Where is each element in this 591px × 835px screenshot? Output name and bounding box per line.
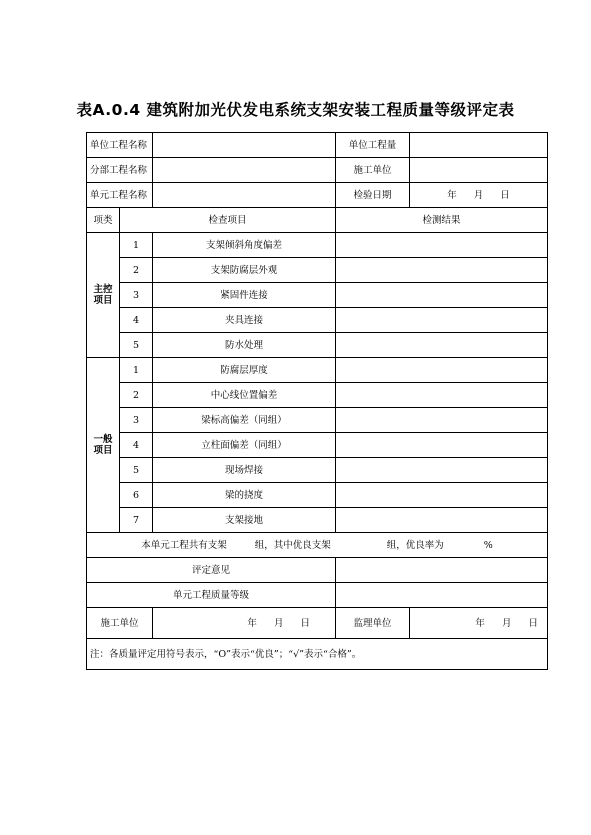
item-no: 5 bbox=[120, 333, 153, 358]
footer-month: 月 bbox=[273, 617, 284, 629]
item-result-field[interactable] bbox=[336, 483, 548, 508]
item-name: 支架接地 bbox=[153, 508, 336, 533]
field-quality-grade[interactable] bbox=[336, 583, 548, 608]
note: 注：各质量评定用符号表示，“O”表示“优良”；“√”表示“合格”。 bbox=[87, 639, 548, 670]
field-element-project-name[interactable] bbox=[153, 183, 336, 208]
footer-year: 年 bbox=[247, 617, 257, 629]
item-result-field[interactable] bbox=[336, 283, 548, 308]
row-quality-grade bbox=[87, 583, 548, 608]
field-evaluation-opinion[interactable] bbox=[336, 558, 548, 583]
item-name: 立柱面偏差（同组） bbox=[153, 433, 336, 458]
item-result-field[interactable] bbox=[336, 258, 548, 283]
item-name: 防腐层厚度 bbox=[153, 358, 336, 383]
field-sub-project-name[interactable] bbox=[153, 158, 336, 183]
item-result-field[interactable] bbox=[336, 308, 548, 333]
label-quality-grade: 单元工程质量等级 bbox=[87, 583, 336, 608]
label-sub-project-name: 分部工程名称 bbox=[87, 158, 153, 183]
summary-part-1: 本单元工程共有支架 bbox=[141, 539, 227, 551]
date-day: 日 bbox=[500, 189, 510, 201]
item-name: 支架倾斜角度偏差 bbox=[153, 233, 336, 258]
field-construction-signature[interactable] bbox=[153, 608, 336, 639]
form-title: 表A.0.4 建筑附加光伏发电系统支架安装工程质量等级评定表 bbox=[76, 101, 515, 119]
label-evaluation-opinion: 评定意见 bbox=[87, 558, 336, 583]
summary-percent: % bbox=[483, 539, 493, 551]
item-result-field[interactable] bbox=[336, 383, 548, 408]
col-category: 项类 bbox=[87, 208, 120, 233]
label-element-project-name: 单元工程名称 bbox=[87, 183, 153, 208]
item-no: 1 bbox=[120, 358, 153, 383]
summary-statement[interactable] bbox=[87, 533, 548, 558]
label-unit-project-name: 单位工程名称 bbox=[87, 133, 153, 158]
table-row bbox=[87, 483, 548, 508]
label-footer-construction-unit: 施工单位 bbox=[87, 608, 153, 639]
item-no: 7 bbox=[120, 508, 153, 533]
row-unit-project bbox=[87, 133, 548, 158]
quality-assessment-table bbox=[86, 132, 548, 670]
table-row bbox=[87, 508, 548, 533]
table-row bbox=[87, 408, 548, 433]
table-row bbox=[87, 258, 548, 283]
item-name: 梁的挠度 bbox=[153, 483, 336, 508]
row-sub-project bbox=[87, 158, 548, 183]
summary-part-2: 组，其中优良支架 bbox=[254, 539, 331, 551]
row-summary bbox=[87, 533, 548, 558]
item-result-field[interactable] bbox=[336, 333, 548, 358]
footer-year-2: 年 bbox=[475, 617, 485, 629]
item-result-field[interactable] bbox=[336, 233, 548, 258]
item-no: 2 bbox=[120, 383, 153, 408]
col-check-item: 检查项目 bbox=[120, 208, 336, 233]
row-column-headers bbox=[87, 208, 548, 233]
field-construction-unit[interactable] bbox=[410, 158, 548, 183]
table-row bbox=[87, 458, 548, 483]
field-unit-project-name[interactable] bbox=[153, 133, 336, 158]
item-result-field[interactable] bbox=[336, 358, 548, 383]
item-no: 4 bbox=[120, 308, 153, 333]
table-row bbox=[87, 358, 548, 383]
label-unit-project-amount: 单位工程量 bbox=[336, 133, 410, 158]
item-no: 6 bbox=[120, 483, 153, 508]
field-supervision-signature[interactable] bbox=[410, 608, 548, 639]
row-note bbox=[87, 639, 548, 670]
table-row bbox=[87, 383, 548, 408]
item-no: 1 bbox=[120, 233, 153, 258]
item-no: 3 bbox=[120, 408, 153, 433]
item-no: 5 bbox=[120, 458, 153, 483]
date-year: 年 bbox=[447, 189, 457, 201]
label-supervision-unit: 监理单位 bbox=[336, 608, 410, 639]
item-result-field[interactable] bbox=[336, 408, 548, 433]
item-no: 2 bbox=[120, 258, 153, 283]
item-result-field[interactable] bbox=[336, 433, 548, 458]
table-row bbox=[87, 308, 548, 333]
main-control-label: 主控项目 bbox=[87, 233, 120, 358]
general-label: 一般项目 bbox=[87, 358, 120, 533]
item-name: 防水处理 bbox=[153, 333, 336, 358]
row-element-project bbox=[87, 183, 548, 208]
field-inspection-date[interactable] bbox=[410, 183, 548, 208]
summary-part-3: 组，优良率为 bbox=[386, 539, 444, 551]
item-name: 现场焊接 bbox=[153, 458, 336, 483]
col-result: 检测结果 bbox=[336, 208, 548, 233]
item-name: 夹具连接 bbox=[153, 308, 336, 333]
item-result-field[interactable] bbox=[336, 508, 548, 533]
label-inspection-date: 检验日期 bbox=[336, 183, 410, 208]
table-row bbox=[87, 433, 548, 458]
item-result-field[interactable] bbox=[336, 458, 548, 483]
footer-month-2: 月 bbox=[501, 617, 512, 629]
date-month: 月 bbox=[473, 189, 484, 201]
label-construction-unit: 施工单位 bbox=[336, 158, 410, 183]
item-name: 梁标高偏差（同组） bbox=[153, 408, 336, 433]
row-signatures bbox=[87, 608, 548, 639]
table-row bbox=[87, 283, 548, 308]
item-name: 支架防腐层外观 bbox=[153, 258, 336, 283]
footer-day-2: 日 bbox=[528, 617, 539, 629]
footer-day: 日 bbox=[300, 617, 311, 629]
item-no: 4 bbox=[120, 433, 153, 458]
field-unit-project-amount[interactable] bbox=[410, 133, 548, 158]
table-row bbox=[87, 233, 548, 258]
row-evaluation-opinion bbox=[87, 558, 548, 583]
table-row bbox=[87, 333, 548, 358]
item-name: 紧固件连接 bbox=[153, 283, 336, 308]
item-no: 3 bbox=[120, 283, 153, 308]
item-name: 中心线位置偏差 bbox=[153, 383, 336, 408]
